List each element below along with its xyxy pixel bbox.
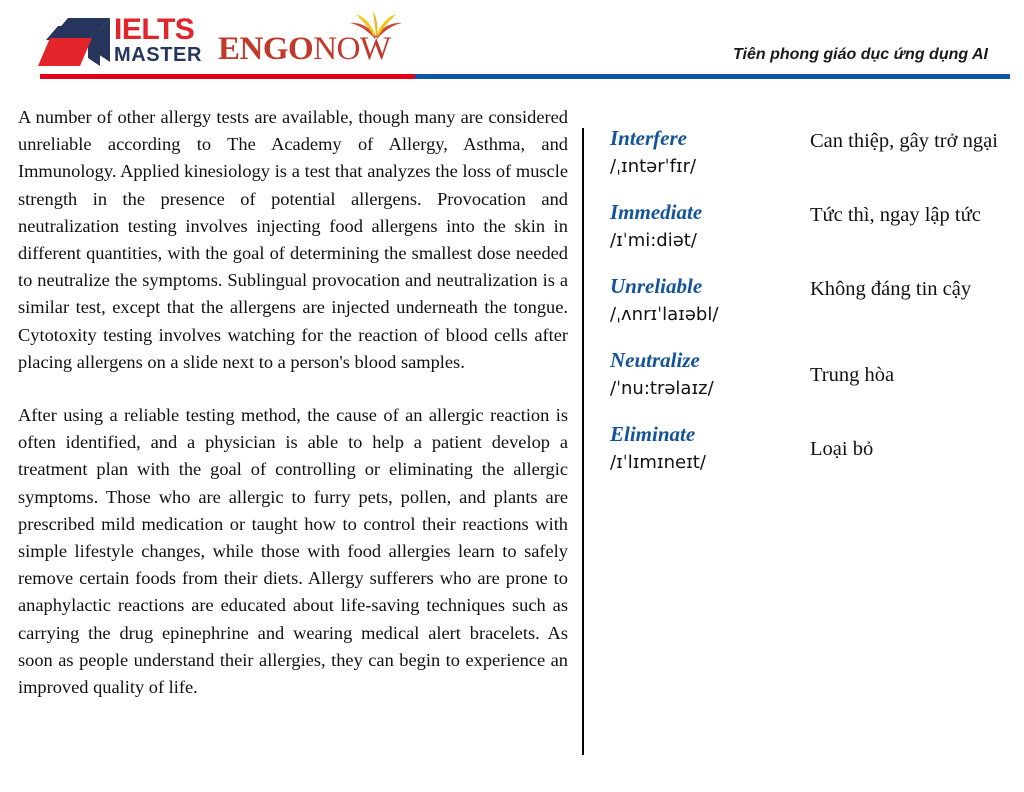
header-rule-bar [40, 74, 1010, 79]
logo-text-ielts: IELTS [114, 13, 195, 46]
logo-text-master: MASTER [114, 44, 203, 66]
vocabulary-word: Neutralize [610, 348, 700, 372]
vocabulary-pronunciation: /ɪˈmi:diət/ [610, 230, 697, 251]
logo-text-now: NOW [313, 31, 391, 67]
vocabulary-word: Immediate [610, 200, 703, 224]
vocabulary-entry [610, 346, 1010, 404]
vocabulary-word: Interfere [610, 126, 687, 150]
vocabulary-entry [610, 124, 1010, 182]
brand-logos [38, 14, 391, 68]
ielts-master-wordmark [114, 13, 203, 66]
reading-passage [18, 104, 568, 701]
vocabulary-list [610, 124, 1010, 494]
vocabulary-meaning: Tức thì, ngay lập tức [810, 204, 981, 226]
vocabulary-pronunciation: /ɪˈlɪmɪneɪt/ [610, 452, 706, 473]
vocabulary-word: Unreliable [610, 274, 703, 298]
vocabulary-term-block [610, 198, 810, 256]
passage-paragraph: After using a reliable testing method, the cause of an allergic reaction is often identified, and a physician is able to help a patient develop a treatment plan with the goal of controlling or eliminating the allergic symptoms. Those who are allergic to furry pets, pollen, and plants are prescribed mild medication or taught how to control their reactions with simple lifestyle changes, while those with food allergies learn to safely remove certain foods from their diets. Allergy sufferers who are prone to anaphylactic reactions are educated about life-saving techniques such as carrying the drug epinephrine and wearing medical alert bracelets. As soon as people understand their allergies, they can begin to experience an improved quality of life. [18, 405, 568, 698]
vocabulary-term-block [610, 346, 810, 404]
rule-segment-blue [415, 74, 1010, 79]
rule-segment-red [40, 74, 415, 79]
brand-tagline: Tiên phong giáo dục ứng dụng AI [733, 46, 988, 63]
vocabulary-meaning: Không đáng tin cậy [810, 278, 972, 300]
vocabulary-term-block [610, 272, 810, 330]
vocabulary-term-block [610, 420, 810, 478]
vocabulary-meaning: Trung hòa [810, 364, 895, 386]
vocabulary-meaning: Loại bỏ [810, 438, 874, 460]
vocabulary-entry [610, 198, 1010, 256]
vocabulary-entry [610, 420, 1010, 478]
passage-paragraph: A number of other allergy tests are available, though many are considered unreliable according to The Academy of Allergy, Asthma, and Immunology. Applied kinesiology is a test that analyzes the loss of muscle strength in the presence of potential allergens. Provocation and neutralization testing involves injecting food allergens into the skin in different quantities, with the goal of determining the smallest dose needed to neutralize the symptoms. Sublingual provocation and neutralization is a similar test, except that the allergens are injected underneath the tongue. Cytotoxity testing involves watching for the reaction of blood cells after placing allergens on a slide next to a person's blood samples. [18, 107, 568, 372]
logo-text-engo: ENGO [218, 31, 314, 67]
ielts-master-book-icon [38, 16, 112, 68]
vocabulary-meaning: Can thiệp, gây trở ngại [810, 130, 998, 152]
vocabulary-pronunciation: /ˈnu:trəlaɪz/ [610, 378, 714, 399]
vocabulary-pronunciation: /ˌʌnrɪˈlaɪəbl/ [610, 304, 719, 325]
page-header [0, 0, 1024, 92]
open-book-icon [347, 10, 405, 44]
vocabulary-pronunciation: /ˌɪntərˈfɪr/ [610, 156, 697, 177]
vocabulary-term-block [610, 124, 810, 182]
column-divider [582, 128, 584, 755]
page-content [0, 92, 1024, 792]
vocabulary-word: Eliminate [610, 422, 696, 446]
vocabulary-entry [610, 272, 1010, 330]
engonow-wordmark [218, 22, 391, 66]
